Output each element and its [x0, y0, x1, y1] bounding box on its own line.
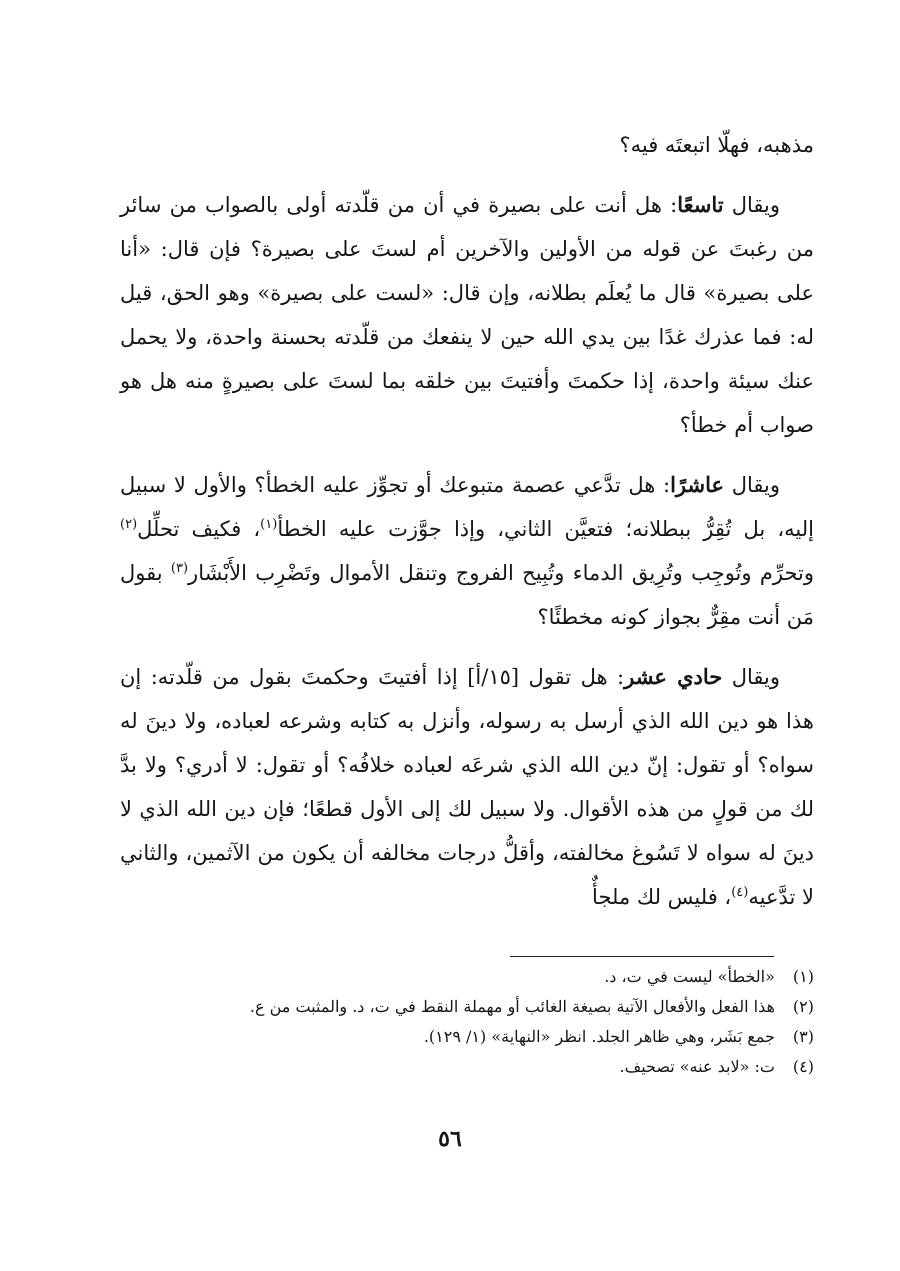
- footnote-ref-1[interactable]: (١): [260, 517, 278, 532]
- footnote-text: ت: «لابد عنه» تصحيف.: [619, 1057, 775, 1076]
- footnote-ref-2[interactable]: (٢): [120, 517, 138, 532]
- footnote-4: [120, 1052, 814, 1082]
- paragraph-0: مذهبه، فهلّا اتبعتَه فيه؟: [619, 133, 814, 157]
- footnote-text: «الخطأ» ليست في ت، د.: [604, 967, 775, 986]
- footnote-divider: [510, 956, 774, 957]
- paragraph-3: ويقال حادي عشر: هل تقول [١٥/أ] إذا أفتيتَ وحكمتَ بقول من قلّدته: إن هذا هو دين الله الذي أرسل به رسوله، وأنزل به كتابه وشرعه لعباده، ولا دينَ له سواه؟ أو تقول: إنّ دين الله الذي شرعَه لعباده خلافُه؟ أو تقول: لا أدري؟ ولا بدَّ لك من قولٍ من هذه الأقوال. ولا سبيل لك إلى الأول قطعًا؛ فإن دين الله الذي لا دينَ له سواه لا تَسُوغ مخالفته، وأقلُّ درجات مخالفه أن يكون من الآثمين، والثاني لا تدَّعيه$^{(٤)}$، فليس لك ملجأٌ: [120, 664, 814, 909]
- footnote-3: [120, 1022, 814, 1052]
- paragraph-lead-word: تاسعًا: [677, 192, 724, 217]
- footnote-2: [120, 992, 814, 1022]
- paragraph-lead-word: عاشرًا: [670, 472, 725, 497]
- footnote-number: (٤): [792, 1057, 814, 1076]
- page-number: ٥٦: [438, 1126, 462, 1152]
- paragraph-1: ويقال تاسعًا: هل أنت على بصيرة في أن من قلّدته أولى بالصواب من سائر من رغبتَ عن قوله من الأولين والآخرين أم لستَ على بصيرة؟ فإن قال: «أنا على بصيرة» قال ما يُعلَم بطلانه، وإن قال: «لست على بصيرة» وهو الحق، قيل له: فما عذرك غدًا بين يدي الله حين لا ينفعك من قلّدته بحسنة واحدة، ولا يحمل عنك سيئة واحدة، إذا حكمتَ وأفتيتَ بين خلقه بما لستَ على بصيرةٍ منه هل هو صواب أم خطأ؟: [120, 192, 814, 437]
- footnote-number: (٣): [792, 1027, 814, 1046]
- paragraph-lead-word: حادي عشر: [624, 664, 723, 689]
- footnote-1: [120, 962, 814, 992]
- footnote-number: (٢): [792, 997, 814, 1016]
- footnote-ref-3[interactable]: (٣): [170, 561, 189, 576]
- footnote-text: جمع بَشَر، وهي ظاهر الجلد. انظر «النهاية» (١/ ١٢٩).: [423, 1027, 775, 1046]
- paragraph-2: ويقال عاشرًا: هل تدَّعي عصمة متبوعك أو تجوِّز عليه الخطأ؟ والأول لا سبيل إليه، بل تُقِرُّ ببطلانه؛ فتعيَّن الثاني، وإذا جوَّزت عليه الخطأ$^{(١)}$، فكيف تحلِّل$^{(٢)}$ وتحرِّم وتُوجِب وتُرِيق الدماء وتُبِيح الفروج وتنقل الأموال وتَضْرِب الأَبْشَار$^{(٣)}$ بقول مَن أنت مقِرٌّ بجواز كونه مخطئًا؟: [120, 472, 814, 629]
- footnote-ref-4[interactable]: (٤): [731, 885, 749, 900]
- main-text: [120, 123, 814, 919]
- footnote-text: هذا الفعل والأفعال الآتية بصيغة الغائب أو مهملة النقط في ت، د. والمثبت من ع.: [249, 997, 775, 1016]
- footnote-number: (١): [792, 967, 814, 986]
- footnotes: [120, 962, 814, 1082]
